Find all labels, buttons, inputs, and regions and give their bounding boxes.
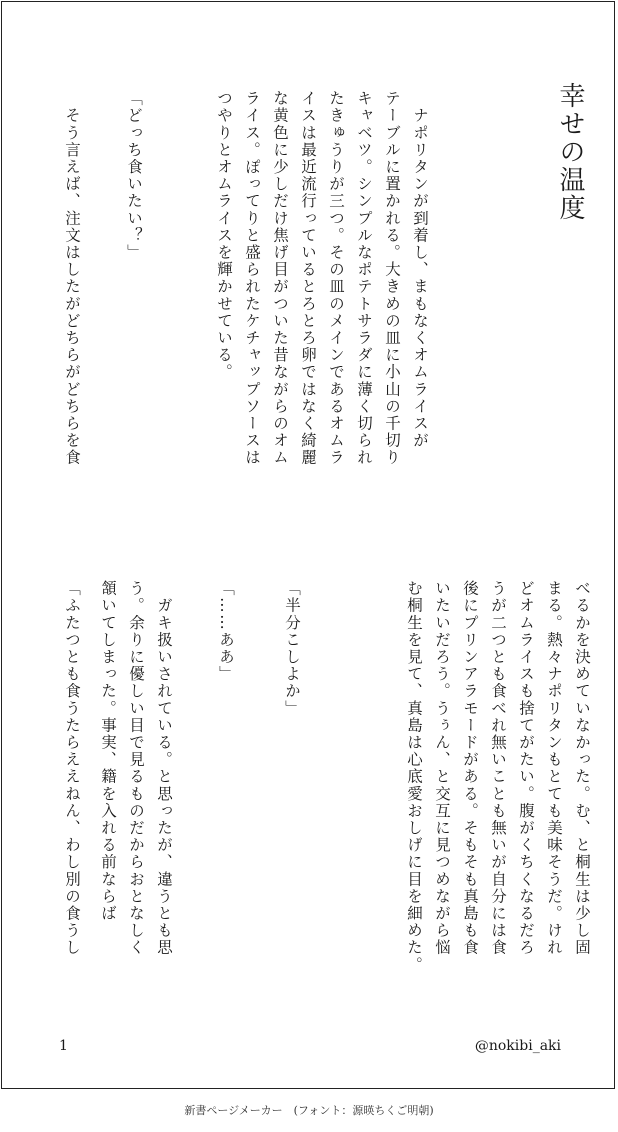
lower-column-6: いたいだろう。うぅん、と交互に見つめながら悩 — [433, 580, 451, 957]
lower-column-16: 「ふたつとも食うたらええねん、わし別の食うし — [63, 580, 81, 957]
upper-column-12: そう言えば、注文はしたがどちらがどちらを食 — [63, 90, 81, 467]
lower-column-5: 後にプリンアラモードがある。そもそも真島も食 — [461, 580, 479, 957]
lower-column-15: 頷いてしまった。事実、籍を入れる前ならば — [99, 580, 117, 922]
lower-column-1: べるかを決めていなかった。む、と桐生は少し固 — [573, 580, 591, 957]
lower-column-2: まる。熱々ナポリタンもとても美味そうだ。けれ — [545, 580, 563, 957]
upper-column-4: たきゅうりが三つ。その皿のメインであるオムラ — [327, 90, 345, 467]
upper-column-3: キャベツ。シンプルなポテトサラダに薄く切られ — [355, 90, 373, 467]
lower-column-11: 「……ああ」 — [217, 580, 235, 683]
upper-column-2: テーブルに置かれる。大きめの皿に小山の千切り — [383, 90, 401, 467]
upper-column-1: ナポリタンが到着し、まもなくオムライスが — [411, 90, 429, 450]
lower-column-7: む桐生を見て、真島は心底愛おしげに目を細めた。 — [405, 580, 423, 974]
lower-column-4: うが二つとも食べれ無いことも無いが自分には食 — [489, 580, 507, 957]
upper-column-5: イスは最近流行っているとろとろ卵ではなく綺麗 — [299, 90, 317, 467]
lower-column-3: どオムライスも捨てがたい。腹がくちくなるだろ — [517, 580, 535, 957]
generator-credit: 新書ページメーカー (フォント：源暎ちくご明朝) — [184, 1104, 434, 1117]
lower-column-9: 「半分こしよか」 — [283, 580, 301, 717]
lower-column-13: ガキ扱いされている。と思ったが、違うとも思 — [155, 580, 173, 957]
author-handle: @nokibi_aki — [474, 1038, 561, 1054]
upper-column-10: 「どっち食いたい？」 — [125, 90, 143, 261]
page-title: 幸せの温度 — [555, 82, 585, 222]
book-page — [1, 1, 615, 1089]
upper-column-7: ライス。ぽってりと盛られたケチャップソースは — [243, 90, 261, 467]
upper-column-8: つやりとオムライスを輝かせている。 — [215, 90, 233, 381]
upper-column-6: な黄色に少しだけ焦げ目がついた昔ながらのオム — [271, 90, 289, 467]
lower-column-14: う。余りに優しい目で見るものだからおとなしく — [127, 580, 145, 957]
page-number: 1 — [59, 1038, 68, 1054]
